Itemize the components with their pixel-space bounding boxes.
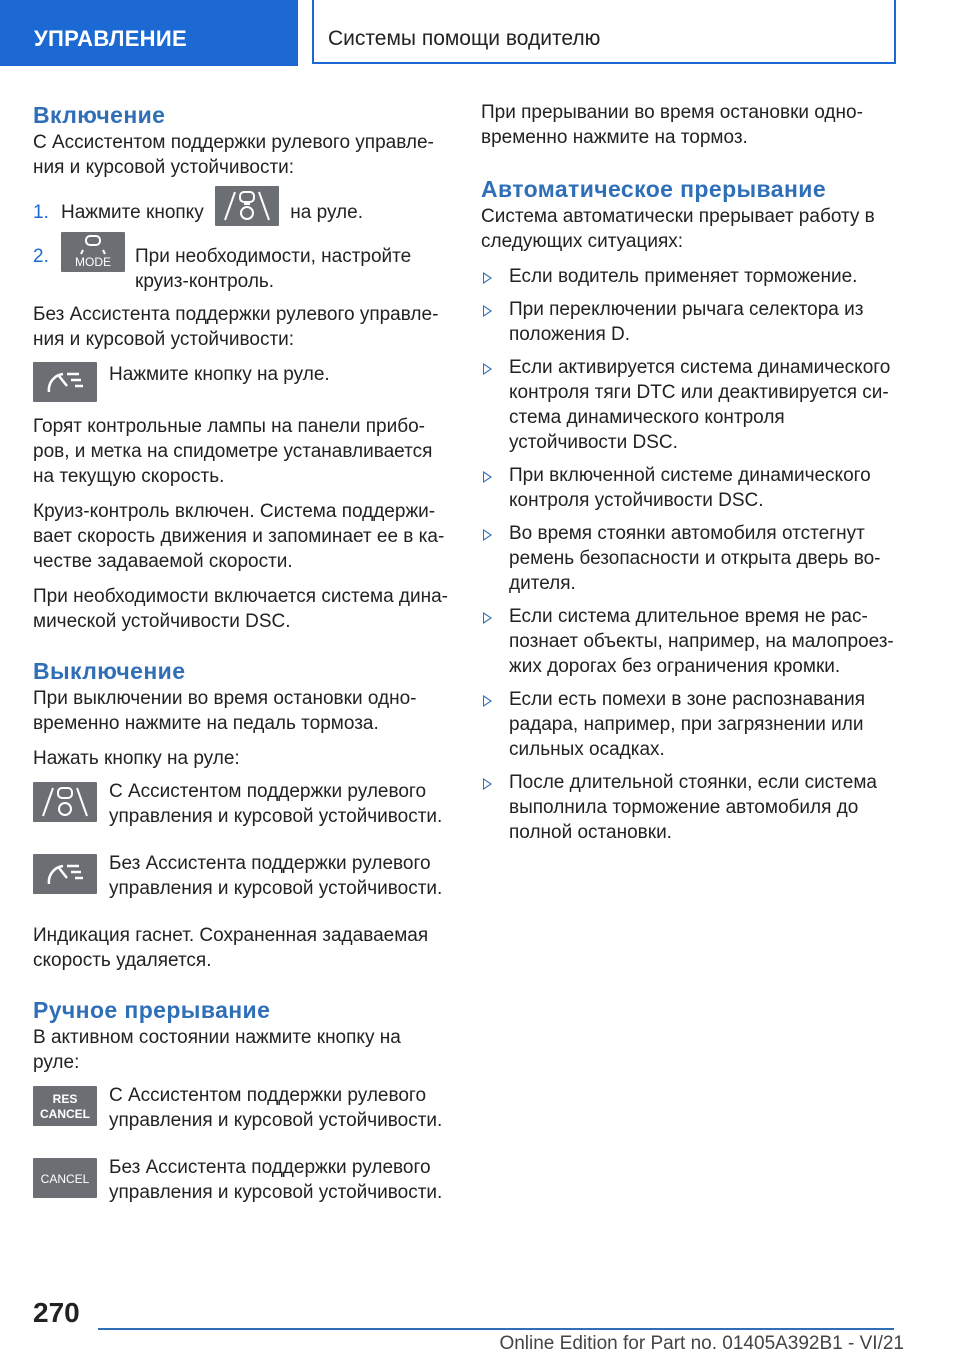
- chapter-title: Системы помощи водителю: [312, 0, 896, 64]
- step-text-b: на руле.: [290, 202, 363, 224]
- list-item: [481, 521, 901, 596]
- res-cancel-button-icon: [33, 1086, 97, 1126]
- heading-manual-interrupt: Ручное прерывание: [33, 997, 271, 1023]
- step-2: [33, 244, 448, 294]
- list-item: [481, 297, 901, 347]
- press-wheel-row: [33, 362, 448, 402]
- manual-without-row: [33, 1155, 448, 1205]
- triangle-bullet-icon: [483, 471, 492, 483]
- triangle-bullet-icon: [483, 272, 492, 284]
- step-2-text: При необходимости, настройте круиз-контроль.: [135, 246, 412, 292]
- off-without-text: Без Ассистента поддержки рулевого управления и курсовой устойчивости.: [109, 853, 443, 899]
- para-auto: Система автоматически прерывает работу в следующих ситуациях:: [481, 206, 875, 252]
- assist-wheel-button-icon: [215, 186, 279, 226]
- list-item-text: После длительной стоянки, если система выполнила торможение автомобиля до полной остановки.: [509, 772, 877, 843]
- off-with-text: С Ассистентом поддержки рулевого управления и курсовой устойчивости.: [109, 781, 443, 827]
- res-label: RES: [52, 1092, 78, 1106]
- triangle-bullet-icon: [483, 305, 492, 317]
- list-item-text: Во время стоянки автомобиля отстегнут ремень безопасности и открыта дверь во-дителя.: [509, 523, 881, 594]
- heading-switch-on: Включение: [33, 102, 166, 128]
- manual-with-row: [33, 1083, 448, 1133]
- heading-auto-interrupt: Автоматическое прерывание: [481, 176, 827, 202]
- list-item: [481, 463, 901, 513]
- cruise-button-icon: [33, 362, 97, 402]
- para-lamps: Горят контрольные лампы на панели прибо-ров, и метка на спидометре устанавливается на текущую скорость.: [33, 416, 433, 487]
- list-item-text: Если система длительное время не рас-познает объекты, например, на малопроез-жих дорогах без ограничения кромки.: [509, 606, 894, 677]
- step-number: 2.: [33, 246, 49, 267]
- para-without-assist: Без Ассистента поддержки рулевого управле-ния и курсовой устойчивости:: [33, 304, 439, 350]
- triangle-bullet-icon: [483, 695, 492, 707]
- list-item-text: Если водитель применяет торможение.: [509, 266, 858, 287]
- list-item-text: При включенной системе динамического контроля устойчивости DSC.: [509, 465, 871, 511]
- mode-button-icon: [61, 232, 125, 272]
- cancel-button-label: CANCEL: [40, 1172, 90, 1186]
- list-item: [481, 687, 901, 762]
- para-press: Нажать кнопку на руле:: [33, 748, 240, 769]
- triangle-bullet-icon: [483, 778, 492, 790]
- para-interrupt-stop: При прерывании во время остановки одно-временно нажмите на тормоз.: [481, 102, 863, 148]
- manual-with-text: С Ассистентом поддержки рулевого управления и курсовой устойчивости.: [109, 1085, 443, 1131]
- page-number: 270: [33, 1297, 80, 1328]
- list-item: [481, 604, 901, 679]
- heading-switch-off: Выключение: [33, 658, 186, 684]
- list-item: [481, 770, 901, 845]
- assist-wheel-button-icon: [33, 782, 97, 822]
- footer-divider: [98, 1328, 894, 1330]
- off-with-row: [33, 779, 448, 829]
- list-item-text: Если активируется система динамического контроля тяги DTC или деактивируется си-стема динамического контроля устойчивости DSC.: [509, 357, 891, 453]
- list-item: [481, 355, 901, 455]
- triangle-bullet-icon: [483, 612, 492, 624]
- para-cruise-on: Круиз-контроль включен. Система поддержи-вает скорость движения и запоминает ее в ка-честве задаваемой скорости.: [33, 501, 445, 572]
- step-number: 1.: [33, 202, 49, 223]
- list-item: [481, 264, 901, 289]
- right-column: [481, 100, 901, 853]
- off-without-row: [33, 851, 448, 901]
- triangle-bullet-icon: [483, 529, 492, 541]
- para-off: При выключении во время остановки одно-временно нажмите на педаль тормоза.: [33, 688, 417, 734]
- para-manual: В активном состоянии нажмите кнопку на руле:: [33, 1027, 401, 1073]
- para-with-assist: С Ассистентом поддержки рулевого управле-ния и курсовой устойчивости:: [33, 132, 434, 178]
- auto-interrupt-list: [481, 264, 901, 845]
- step-1: [33, 200, 448, 226]
- section-tab: УПРАВЛЕНИЕ: [0, 0, 298, 66]
- manual-without-text: Без Ассистента поддержки рулевого управления и курсовой устойчивости.: [109, 1157, 443, 1203]
- list-item-text: При переключении рычага селектора из положения D.: [509, 299, 864, 345]
- edition-text: Online Edition for Part no. 01405A392B1 - VI/21: [499, 1333, 904, 1354]
- list-item-text: Если есть помехи в зоне распознавания радара, например, при загрязнении или сильных осадках.: [509, 689, 866, 760]
- triangle-bullet-icon: [483, 363, 492, 375]
- left-column: [33, 100, 448, 1221]
- mode-label: MODE: [75, 255, 111, 269]
- para-indicator: Индикация гаснет. Сохраненная задаваемая скорость удаляется.: [33, 925, 429, 971]
- step-text-a: Нажмите кнопку: [61, 202, 204, 224]
- cruise-button-icon: [33, 854, 97, 894]
- press-wheel-text: Нажмите кнопку на руле.: [109, 364, 330, 385]
- cancel-label: CANCEL: [40, 1107, 90, 1121]
- para-dsc: При необходимости включается система дина-мической устойчивости DSC.: [33, 586, 449, 632]
- cancel-button-icon: [33, 1158, 97, 1198]
